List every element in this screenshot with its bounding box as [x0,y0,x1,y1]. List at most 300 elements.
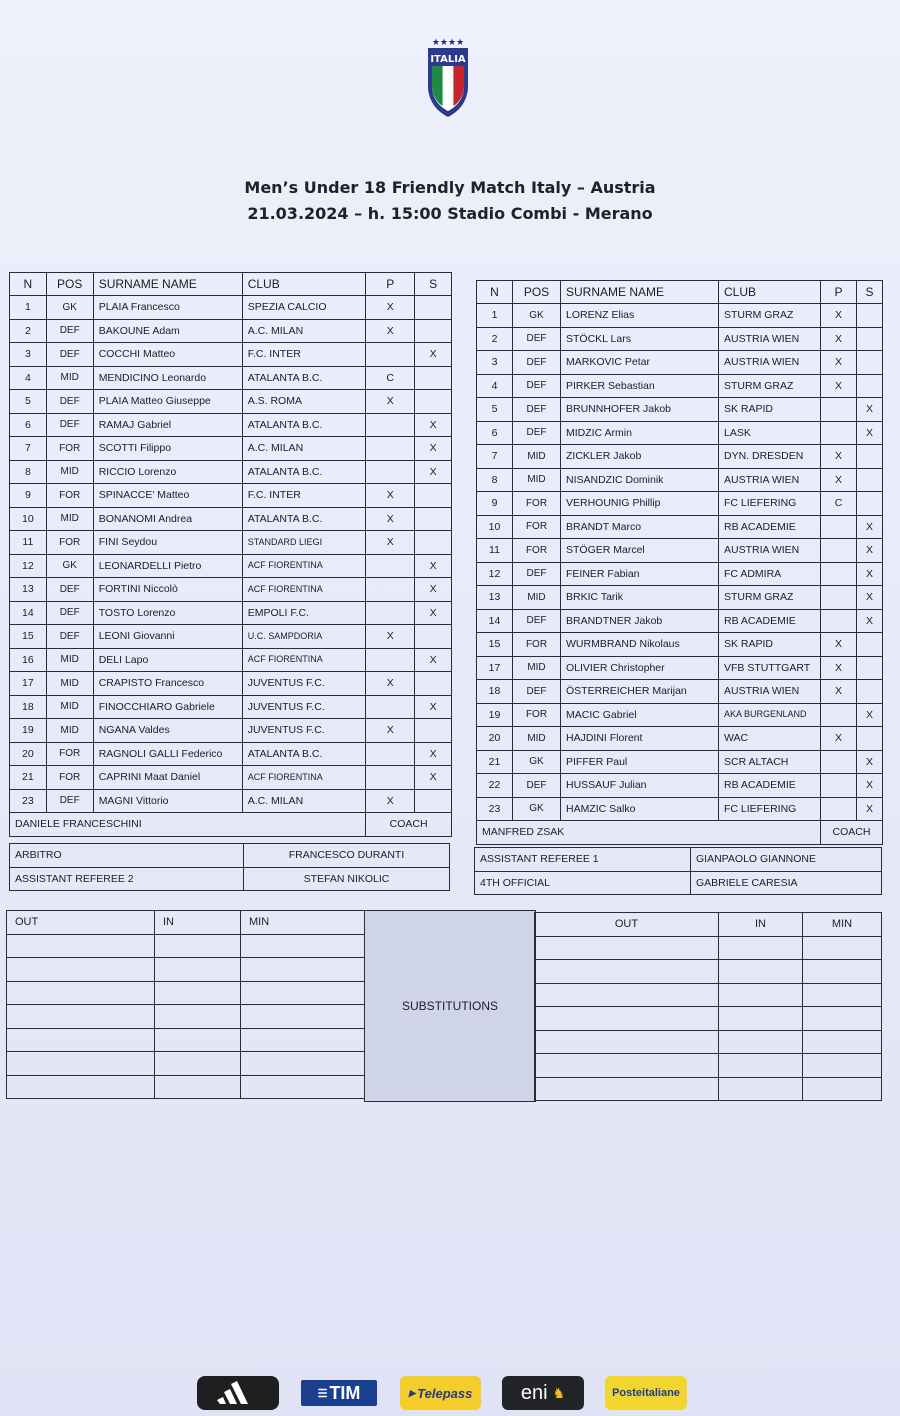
player-number: 10 [477,515,513,539]
player-sub-mark [857,374,883,398]
player-position: MID [513,727,561,751]
player-club: A.S. ROMA [242,390,366,414]
player-sub-mark [857,680,883,704]
player-club: F.C. INTER [242,484,366,508]
player-position: FOR [46,766,93,790]
player-number: 12 [10,554,47,578]
col-pos: POS [513,281,561,304]
player-position: FOR [46,484,93,508]
player-sub-mark: X [415,554,452,578]
player-club: AUSTRIA WIEN [719,539,821,563]
substitution-in-cell [155,1028,241,1052]
player-row [10,719,452,743]
player-club: RB ACADEMIE [719,774,821,798]
player-sub-mark: X [857,562,883,586]
player-name: CAPRINI Maat Daniel [93,766,242,790]
player-sub-mark: X [857,774,883,798]
col-p: P [366,273,415,296]
tim-text: TIM [329,1382,361,1403]
italy-substitutions-table [6,910,365,1099]
player-position: FOR [513,633,561,657]
player-club: AUSTRIA WIEN [719,468,821,492]
player-sub-mark [857,468,883,492]
player-row [10,695,452,719]
player-starter-mark: X [366,719,415,743]
substitution-in-cell [719,936,803,960]
player-number: 13 [477,586,513,610]
player-position: DEF [513,680,561,704]
player-sub-mark: X [857,515,883,539]
player-position: DEF [513,774,561,798]
col-club: CLUB [719,281,821,304]
player-club: AKA BURGENLAND [719,703,821,727]
player-number: 23 [477,797,513,821]
official-name: GABRIELE CARESIA [691,871,882,895]
player-club: RB ACADEMIE [719,609,821,633]
substitution-in-cell [155,958,241,982]
player-starter-mark [821,586,857,610]
substitution-row [535,1007,882,1031]
player-sub-mark [415,531,452,555]
player-position: MID [46,366,93,390]
player-sub-mark: X [415,578,452,602]
official-role: 4TH OFFICIAL [475,871,691,895]
player-club: A.C. MILAN [242,437,366,461]
player-sub-mark: X [415,766,452,790]
player-name: HAJDINI Florent [561,727,719,751]
player-sub-mark: X [857,797,883,821]
substitution-min-cell [803,960,882,984]
substitution-out-cell [535,936,719,960]
player-name: TOSTO Lorenzo [93,601,242,625]
player-row [477,774,883,798]
player-club: VFB STUTTGART [719,656,821,680]
player-number: 9 [10,484,47,508]
player-row [10,413,452,437]
player-name: BRKIC Tarik [561,586,719,610]
player-name: BRANDT Marco [561,515,719,539]
italy-coach-name: DANIELE FRANCESCHINI [10,813,366,837]
player-row [477,633,883,657]
player-sub-mark [857,656,883,680]
player-name: PLAIA Francesco [93,296,242,320]
substitution-out-cell [535,960,719,984]
player-name: OLIVIER Christopher [561,656,719,680]
substitution-in-cell [155,1052,241,1076]
player-row [10,531,452,555]
austria-officials-table [474,847,882,895]
substitution-out-cell [7,1005,155,1029]
player-sub-mark: X [857,586,883,610]
player-sub-mark: X [415,648,452,672]
player-position: DEF [513,327,561,351]
player-name: MENDICINO Leonardo [93,366,242,390]
player-number: 17 [10,672,47,696]
player-club: RB ACADEMIE [719,515,821,539]
player-starter-mark: C [366,366,415,390]
player-row [10,484,452,508]
player-number: 22 [477,774,513,798]
austria-substitutions-table [534,912,882,1101]
svg-text:★★★★: ★★★★ [431,38,465,48]
substitution-row [535,983,882,1007]
player-starter-mark [821,750,857,774]
player-starter-mark [821,539,857,563]
player-name: LEONI Giovanni [93,625,242,649]
substitution-row [535,936,882,960]
player-club: A.C. MILAN [242,319,366,343]
substitution-out-cell [535,1077,719,1101]
player-starter-mark [821,774,857,798]
substitution-min-cell [241,958,365,982]
player-starter-mark: X [821,656,857,680]
official-row [475,871,882,895]
player-club: A.C. MILAN [242,789,366,813]
player-club: SPEZIA CALCIO [242,296,366,320]
player-club: ATALANTA B.C. [242,460,366,484]
player-name: MIDZIC Armin [561,421,719,445]
player-name: BRUNNHOFER Jakob [561,398,719,422]
player-number: 16 [10,648,47,672]
player-club: ACF FIORENTINA [242,554,366,578]
player-position: MID [46,695,93,719]
player-position: FOR [46,531,93,555]
player-position: DEF [46,343,93,367]
player-number: 20 [10,742,47,766]
substitution-row [7,934,365,958]
player-name: FORTINI Niccolò [93,578,242,602]
col-name: SURNAME NAME [561,281,719,304]
player-name: BRANDTNER Jakob [561,609,719,633]
substitution-out-cell [7,958,155,982]
player-position: DEF [46,625,93,649]
substitution-min-cell [241,1028,365,1052]
player-row [477,656,883,680]
player-position: DEF [513,398,561,422]
player-starter-mark [821,703,857,727]
player-club: ATALANTA B.C. [242,413,366,437]
player-club: ACF FIORENTINA [242,648,366,672]
player-position: DEF [513,562,561,586]
player-club: JUVENTUS F.C. [242,719,366,743]
substitution-row [535,960,882,984]
player-position: MID [46,648,93,672]
player-number: 8 [477,468,513,492]
player-club: JUVENTUS F.C. [242,695,366,719]
player-row [10,390,452,414]
player-number: 13 [10,578,47,602]
player-club: AUSTRIA WIEN [719,327,821,351]
player-name: PIRKER Sebastian [561,374,719,398]
official-name: GIANPAOLO GIANNONE [691,848,882,872]
substitution-out-cell [7,1075,155,1099]
player-sub-mark [857,727,883,751]
player-club: FC LIEFERING [719,797,821,821]
dog-icon: ♞ [552,1384,566,1401]
player-starter-mark [366,601,415,625]
substitution-min-cell [803,936,882,960]
italy-header-row [10,273,452,296]
substitution-in-cell [719,983,803,1007]
player-number: 18 [477,680,513,704]
player-position: GK [46,554,93,578]
eni-text: eni [520,1381,548,1404]
italy-coach-label: COACH [366,813,452,837]
substitution-min-cell [241,1005,365,1029]
player-position: MID [46,507,93,531]
player-name: FEINER Fabian [561,562,719,586]
player-starter-mark [366,437,415,461]
player-starter-mark: X [366,789,415,813]
substitution-out-cell [7,934,155,958]
substitution-in-cell [155,1005,241,1029]
player-sub-mark: X [415,460,452,484]
substitution-out-cell [535,1054,719,1078]
player-name: RAGNOLI GALLI Federico [93,742,242,766]
poste-logo [605,1376,687,1410]
player-sub-mark [857,327,883,351]
player-starter-mark [821,609,857,633]
player-starter-mark [366,648,415,672]
player-starter-mark: X [366,531,415,555]
player-number: 15 [10,625,47,649]
player-row [10,507,452,531]
player-name: BONANOMI Andrea [93,507,242,531]
player-starter-mark [366,460,415,484]
player-number: 8 [10,460,47,484]
official-role: ASSISTANT REFEREE 1 [475,848,691,872]
col-s: S [857,281,883,304]
player-number: 11 [477,539,513,563]
player-number: 15 [477,633,513,657]
player-name: SCOTTI Filippo [93,437,242,461]
player-name: STÖCKL Lars [561,327,719,351]
player-club: ACF FIORENTINA [242,578,366,602]
player-club: U.C. SAMPDORIA [242,625,366,649]
player-number: 2 [477,327,513,351]
player-row [477,750,883,774]
substitution-min-cell [803,983,882,1007]
player-starter-mark [366,766,415,790]
player-number: 11 [10,531,47,555]
player-position: DEF [46,578,93,602]
player-name: PLAIA Matteo Giuseppe [93,390,242,414]
austria-coach-label: COACH [821,821,883,845]
player-position: FOR [513,539,561,563]
player-row [10,578,452,602]
player-number: 6 [477,421,513,445]
player-position: MID [513,445,561,469]
player-position: DEF [513,374,561,398]
player-starter-mark: X [821,374,857,398]
player-row [10,742,452,766]
player-number: 4 [477,374,513,398]
player-position: DEF [46,413,93,437]
player-row [477,539,883,563]
substitution-in-cell [155,1075,241,1099]
player-sub-mark [857,633,883,657]
player-position: MID [46,460,93,484]
player-sub-mark [415,296,452,320]
player-row [477,586,883,610]
adidas-stripes-icon [216,1380,260,1406]
player-number: 20 [477,727,513,751]
player-row [10,319,452,343]
player-name: MAGNI Vittorio [93,789,242,813]
austria-header-row [477,281,883,304]
player-sub-mark [415,789,452,813]
italy-lineup-table [9,272,452,837]
subs-in-header: IN [155,911,241,935]
player-club: ACF FIORENTINA [242,766,366,790]
player-starter-mark: X [366,507,415,531]
player-number: 1 [10,296,47,320]
player-sub-mark: X [857,421,883,445]
player-position: GK [46,296,93,320]
player-position: MID [46,672,93,696]
player-position: DEF [46,789,93,813]
player-starter-mark: X [821,727,857,751]
player-club: WAC [719,727,821,751]
subs-min-header: MIN [803,913,882,937]
substitution-row [7,958,365,982]
match-title: Men’s Under 18 Friendly Match Italy – Austria [244,178,656,197]
player-position: GK [513,797,561,821]
player-club: F.C. INTER [242,343,366,367]
player-name: NISANDZIC Dominik [561,468,719,492]
player-starter-mark [366,695,415,719]
player-sub-mark [857,304,883,328]
player-row [10,366,452,390]
player-position: FOR [46,437,93,461]
substitution-out-cell [7,981,155,1005]
player-row [477,680,883,704]
substitution-row [7,981,365,1005]
player-starter-mark [821,562,857,586]
player-row [477,468,883,492]
substitution-row [7,1005,365,1029]
player-number: 2 [10,319,47,343]
player-starter-mark: X [366,296,415,320]
player-number: 10 [10,507,47,531]
player-sub-mark: X [857,703,883,727]
player-name: FINI Seydou [93,531,242,555]
substitution-out-cell [7,1052,155,1076]
player-position: DEF [46,601,93,625]
player-number: 21 [477,750,513,774]
player-name: STÖGER Marcel [561,539,719,563]
player-name: ÖSTERREICHER Marijan [561,680,719,704]
col-n: N [477,281,513,304]
col-p: P [821,281,857,304]
substitution-in-cell [719,960,803,984]
player-row [10,601,452,625]
official-row [10,844,450,868]
poste-text: Posteitaliane [612,1387,680,1399]
player-starter-mark: C [821,492,857,516]
col-pos: POS [46,273,93,296]
italy-officials-table [9,843,450,891]
player-sub-mark [415,507,452,531]
substitution-min-cell [803,1007,882,1031]
substitution-in-cell [155,934,241,958]
player-name: CRAPISTO Francesco [93,672,242,696]
player-club: ATALANTA B.C. [242,507,366,531]
substitution-min-cell [803,1054,882,1078]
player-starter-mark [366,413,415,437]
player-starter-mark [821,797,857,821]
player-sub-mark: X [415,437,452,461]
official-row [475,848,882,872]
player-starter-mark: X [821,304,857,328]
substitution-out-cell [7,1028,155,1052]
player-starter-mark: X [821,633,857,657]
player-number: 5 [477,398,513,422]
telepass-text: Telepass [417,1385,473,1401]
player-row [477,445,883,469]
player-name: FINOCCHIARO Gabriele [93,695,242,719]
player-club: DYN. DRESDEN [719,445,821,469]
eni-logo [502,1376,584,1410]
substitution-min-cell [803,1077,882,1101]
player-number: 12 [477,562,513,586]
col-n: N [10,273,47,296]
player-sub-mark [415,319,452,343]
player-number: 9 [477,492,513,516]
player-number: 6 [10,413,47,437]
player-starter-mark [366,742,415,766]
player-position: DEF [513,351,561,375]
player-club: STURM GRAZ [719,304,821,328]
player-name: PIFFER Paul [561,750,719,774]
player-row [10,789,452,813]
player-starter-mark: X [366,319,415,343]
player-number: 14 [10,601,47,625]
player-club: STANDARD LIEGI [242,531,366,555]
player-row [477,351,883,375]
substitution-in-cell [719,1007,803,1031]
player-position: DEF [46,319,93,343]
player-name: DELI Lapo [93,648,242,672]
player-sub-mark [857,351,883,375]
player-position: FOR [46,742,93,766]
player-name: RICCIO Lorenzo [93,460,242,484]
player-sub-mark: X [415,343,452,367]
player-row [477,304,883,328]
player-starter-mark: X [821,468,857,492]
player-number: 4 [10,366,47,390]
player-position: FOR [513,515,561,539]
player-name: NGANA Valdes [93,719,242,743]
player-position: DEF [513,421,561,445]
player-number: 14 [477,609,513,633]
player-sub-mark [857,445,883,469]
player-row [477,562,883,586]
player-row [477,727,883,751]
italia-crest-logo [422,36,474,120]
player-row [10,437,452,461]
sponsor-bar [0,1376,900,1410]
player-sub-mark: X [415,695,452,719]
player-name: LEONARDELLI Pietro [93,554,242,578]
player-starter-mark: X [821,327,857,351]
substitution-out-cell [535,1030,719,1054]
substitution-min-cell [241,934,365,958]
player-position: GK [513,304,561,328]
player-number: 7 [10,437,47,461]
player-starter-mark [821,398,857,422]
player-sub-mark: X [857,539,883,563]
